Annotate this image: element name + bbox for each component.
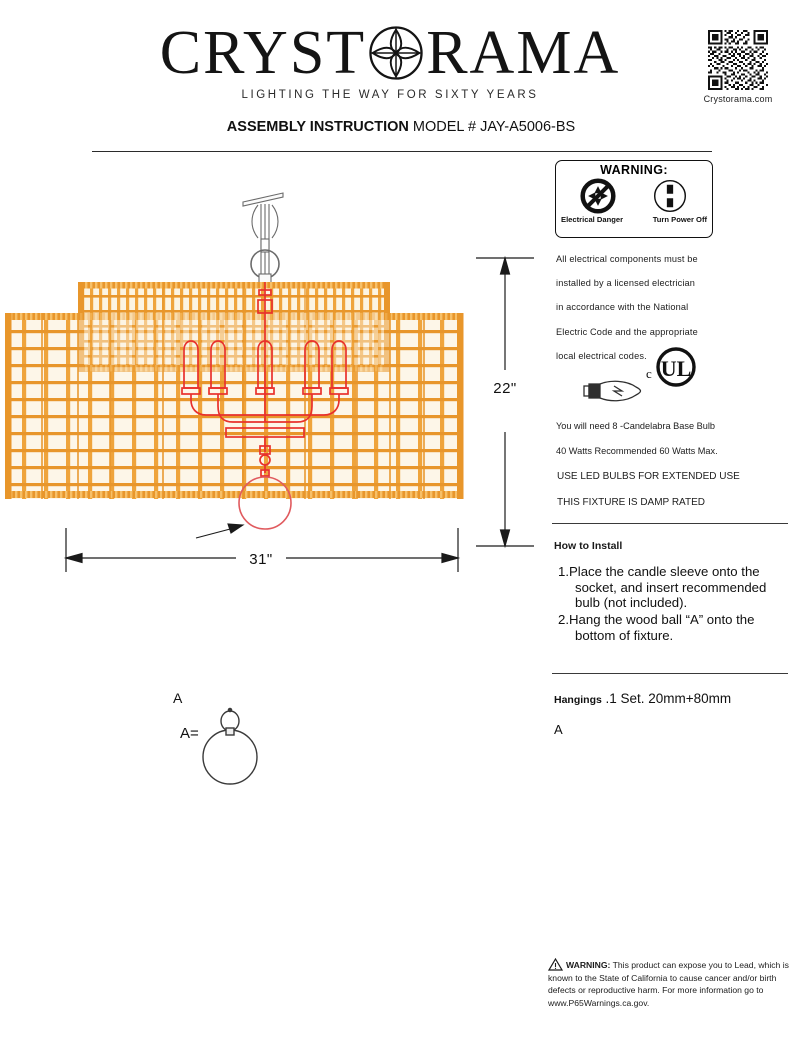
page-title: [0, 119, 802, 135]
prop65-bold: WARNING:: [566, 960, 611, 970]
warning-box: [555, 160, 713, 238]
prop65-body: This product can expose you to Lead, which is known to the State of California to cause cancer and/or birth defects or reproductive harm. For more information go to www.P65Warnings.ca.gov.: [548, 960, 789, 1009]
brand-name-part1: CRYST: [159, 19, 367, 87]
electrical-line: All electrical components must be: [556, 254, 698, 264]
warning-icon-row: [556, 177, 712, 215]
warning-box-title: WARNING:: [600, 163, 668, 177]
warning-caption-left: Electrical Danger: [561, 215, 624, 224]
width-dimension-line: [0, 160, 540, 580]
electrical-line: in accordance with the National: [556, 302, 689, 313]
brand-logo: [150, 19, 630, 112]
how-to-install-steps: [558, 564, 793, 644]
electrical-line: local electrical codes.: [556, 350, 647, 361]
hangings-value: .1 Set. 20mm+80mm: [605, 690, 732, 706]
page-header: [0, 0, 802, 150]
electrical-line: installed by a licensed electrician: [556, 278, 696, 289]
install-step: 1.Place the candle sleeve onto the socket, and insert recommended bulb (not included).: [558, 564, 767, 611]
fixture-diagram: [0, 160, 540, 820]
hangings-row: [554, 691, 793, 706]
wood-ball-part-icon: [160, 690, 280, 800]
callout-label-a: A: [173, 690, 183, 706]
warning-caption-row: [556, 215, 712, 224]
svg-text:UL: UL: [660, 356, 692, 382]
bulb-spec-line: You will need 8 -Candelabra Base Bulb: [556, 421, 716, 432]
height-dimension-label: 22": [485, 378, 525, 399]
crystorama-medallion-icon: [367, 24, 425, 82]
bulb-spec-block: [548, 421, 793, 508]
electrical-line: Electric Code and the appropriate: [556, 326, 698, 337]
page-title-model: MODEL # JAY-A5006-BS: [408, 119, 576, 135]
height-dimension-line: [470, 250, 540, 570]
bulb-spec-line: 40 Watts Recommended 60 Watts Max.: [556, 446, 718, 457]
page-title-bold: ASSEMBLY INSTRUCTION: [226, 119, 409, 135]
brand-logo-row: [150, 19, 630, 87]
svg-text:c: c: [646, 366, 652, 382]
header-divider: [92, 151, 712, 152]
cul-listed-mark-icon: [644, 346, 700, 388]
power-outlet-icon: [652, 178, 688, 214]
prop65-warning: [548, 958, 796, 1010]
width-dimension-label: 31": [236, 550, 286, 569]
section-divider: [552, 523, 788, 524]
prop65-text: [548, 958, 796, 1010]
electrical-notice-block: [548, 254, 793, 382]
instructions-column: [548, 160, 793, 737]
no-electricity-icon: [580, 178, 616, 214]
hangings-part-label: A: [554, 721, 563, 737]
how-to-install-title: How to Install: [554, 540, 623, 553]
brand-tagline: LIGHTING THE WAY FOR SIXTY YEARS: [241, 89, 539, 101]
candelabra-bulb-icon: [580, 376, 650, 406]
qr-code-label: Crystorama.com: [703, 94, 773, 104]
warning-triangle-icon: [548, 958, 563, 971]
bulb-spec-line: USE LED BULBS FOR EXTENDED USE: [557, 471, 740, 483]
hangings-key: Hangings: [554, 693, 602, 706]
qr-code-block[interactable]: [700, 30, 776, 104]
qr-code-icon[interactable]: [708, 30, 768, 90]
part-a-equals-label: A=: [180, 725, 199, 742]
warning-caption-right: Turn Power Off: [652, 215, 707, 224]
bulb-spec-line: THIS FIXTURE IS DAMP RATED: [557, 497, 705, 509]
install-step: 2.Hang the wood ball “A” onto the bottom of fixture.: [558, 612, 755, 643]
brand-name-part2: RAMA: [426, 19, 621, 87]
hangings-divider: [552, 673, 788, 674]
